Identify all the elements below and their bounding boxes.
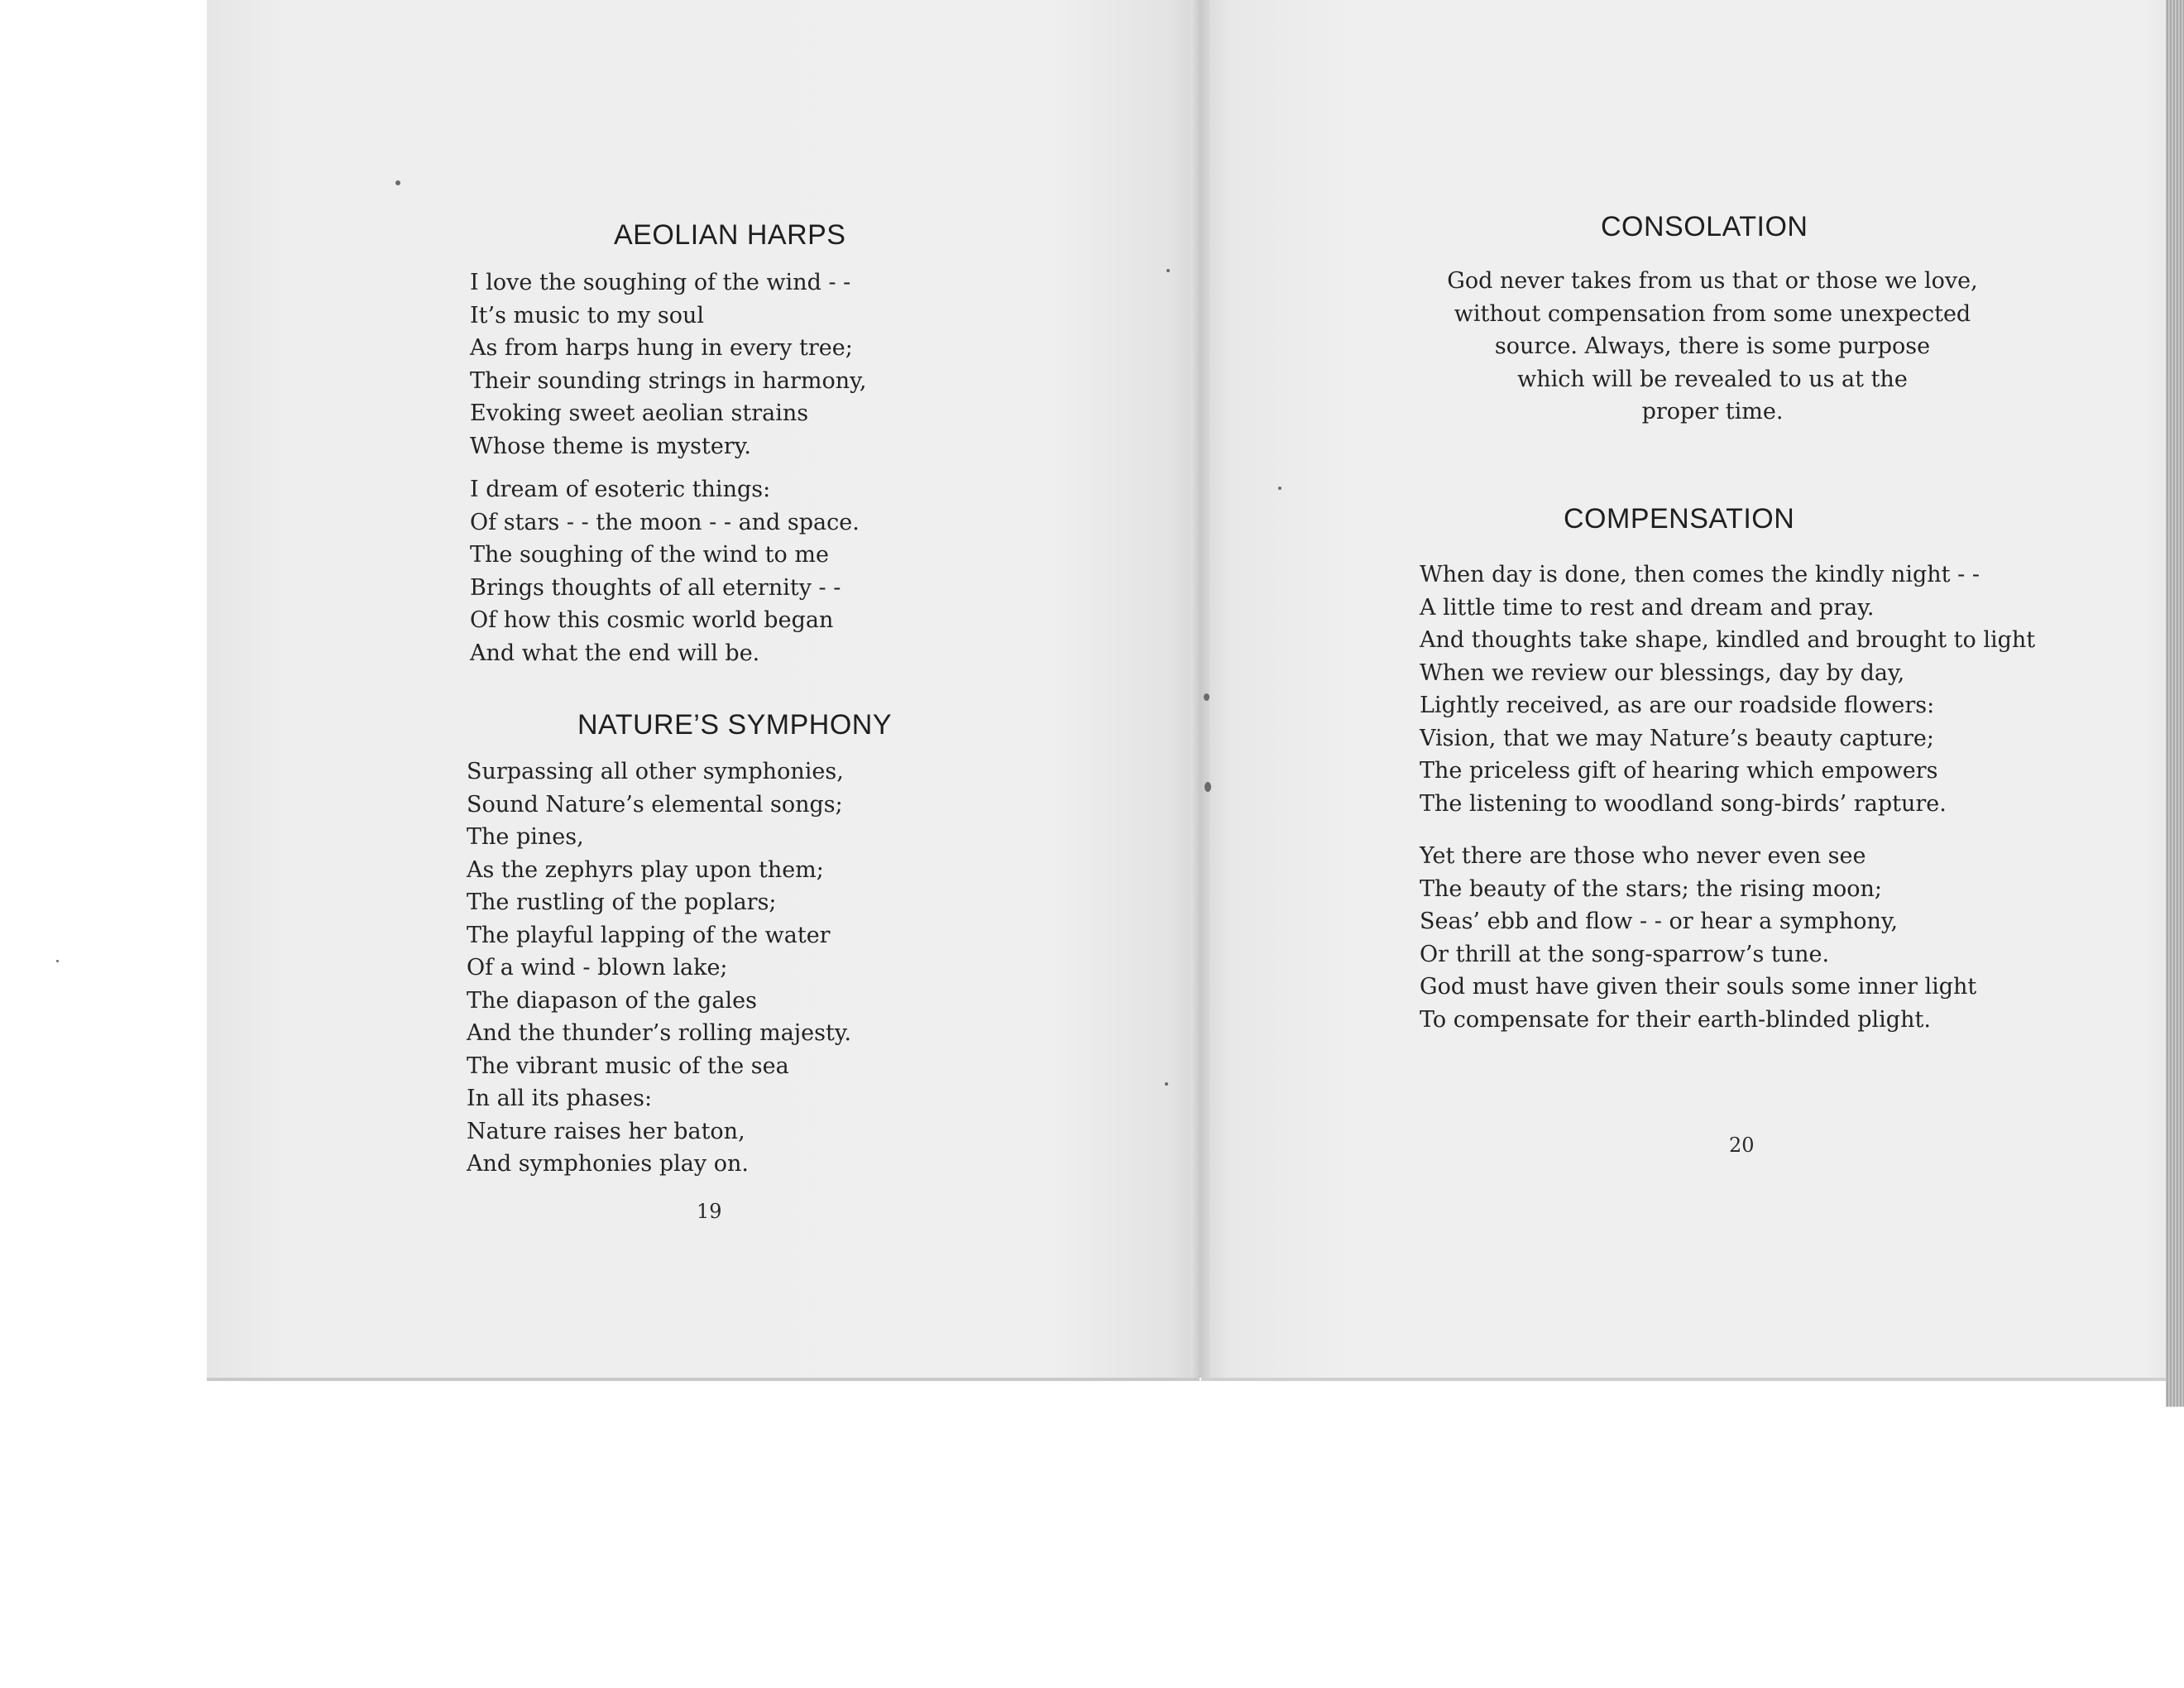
poem-line: And thoughts take shape, kindled and brought to light [1420, 627, 2036, 653]
poem-line: Sound Nature’s elemental songs; [467, 791, 843, 818]
prose-line: without compensation from some unexpected [1454, 300, 1971, 327]
page-number: 20 [1729, 1134, 1755, 1157]
poem-line: When we review our blessings, day by day, [1420, 659, 1905, 686]
poem-line: Whose theme is mystery. [470, 433, 751, 459]
poem-line: Their sounding strings in harmony, [470, 367, 867, 394]
speck-mark [1204, 693, 1209, 701]
poem-line: As from harps hung in every tree; [470, 335, 853, 361]
poem-line: I dream of esoteric things: [470, 477, 771, 502]
poem-line: Nature raises her baton, [467, 1118, 745, 1144]
poem-line: Brings thoughts of all eternity - - [470, 574, 841, 601]
poem-stanza [1420, 559, 2035, 820]
poem-line: I love the soughing of the wind - - [470, 270, 851, 295]
poem-line: Vision, that we may Nature’s beauty capture; [1420, 725, 1934, 751]
poem-line: The beauty of the stars; the rising moon; [1420, 875, 1882, 902]
poem-line: The pines, [467, 824, 584, 850]
poem-line: In all its phases: [467, 1086, 653, 1111]
poem-line: Surpassing all other symphonies, [467, 759, 844, 784]
poem-line: As the zephyrs play upon them; [467, 856, 824, 883]
poem-title: AEOLIAN HARPS [614, 219, 846, 251]
poem-line: God must have given their souls some inner light [1420, 974, 1977, 1000]
book-gutter [1191, 0, 1209, 1378]
poem-stanza [1420, 840, 1976, 1036]
poem-line: A little time to rest and dream and pray. [1420, 594, 1875, 621]
poem-line: Of how this cosmic world began [470, 607, 834, 633]
speck-mark [395, 180, 400, 185]
poem-line: And what the end will be. [470, 640, 760, 666]
poem-line: Or thrill at the song-sparrow’s tune. [1420, 941, 1830, 967]
page-edges [2166, 0, 2184, 1407]
poem-line: Lightly received, as are our roadside flowers: [1420, 693, 1935, 718]
poem-line: Yet there are those who never even see [1420, 843, 1866, 869]
poem-line: The priceless gift of hearing which empowers [1420, 758, 1938, 784]
poem-line: Of a wind - blown lake; [467, 955, 728, 981]
poem-line: The playful lapping of the water [467, 922, 831, 948]
poem-line: When day is done, then comes the kindly night - - [1420, 562, 1980, 587]
page-number: 19 [697, 1200, 722, 1223]
poem-stanza [470, 266, 866, 463]
poem-stanza [467, 755, 851, 1181]
poem-line: And the thunder’s rolling majesty. [467, 1020, 852, 1046]
poem-line: The soughing of the wind to me [470, 542, 829, 568]
prose-line: proper time. [1641, 399, 1784, 424]
poem-stanza [470, 473, 860, 669]
piece-title: CONSOLATION [1601, 211, 1808, 242]
poem-title: COMPENSATION [1564, 503, 1795, 535]
speck-mark [1205, 782, 1211, 792]
poem-line: Evoking sweet aeolian strains [470, 400, 809, 426]
poem-line: It’s music to my soul [470, 302, 704, 328]
poem-line: The vibrant music of the sea [467, 1053, 789, 1079]
prose-line: source. Always, there is some purpose [1494, 333, 1931, 359]
poem-line: Of stars - - the moon - - and space. [470, 509, 860, 535]
poem-line: Seas’ ebb and flow - - or hear a symphony, [1420, 909, 1899, 934]
speck-mark [56, 960, 59, 962]
prose-paragraph [1423, 265, 2002, 429]
prose-line: God never takes from us that or those we love, [1447, 268, 1978, 294]
speck-mark [1166, 269, 1170, 272]
speck-mark [1278, 487, 1281, 490]
poem-line: The listening to woodland song-birds’ rapture. [1420, 790, 1947, 817]
poem-line: To compensate for their earth-blinded plight. [1420, 1006, 1931, 1033]
poem-line: The diapason of the gales [467, 987, 757, 1014]
poem-title: NATURE’S SYMPHONY [577, 709, 893, 741]
speck-mark [1165, 1082, 1168, 1086]
poem-line: And symphonies play on. [467, 1151, 749, 1177]
poem-line: The rustling of the poplars; [467, 890, 777, 915]
prose-line: which will be revealed to us at the [1517, 366, 1908, 392]
